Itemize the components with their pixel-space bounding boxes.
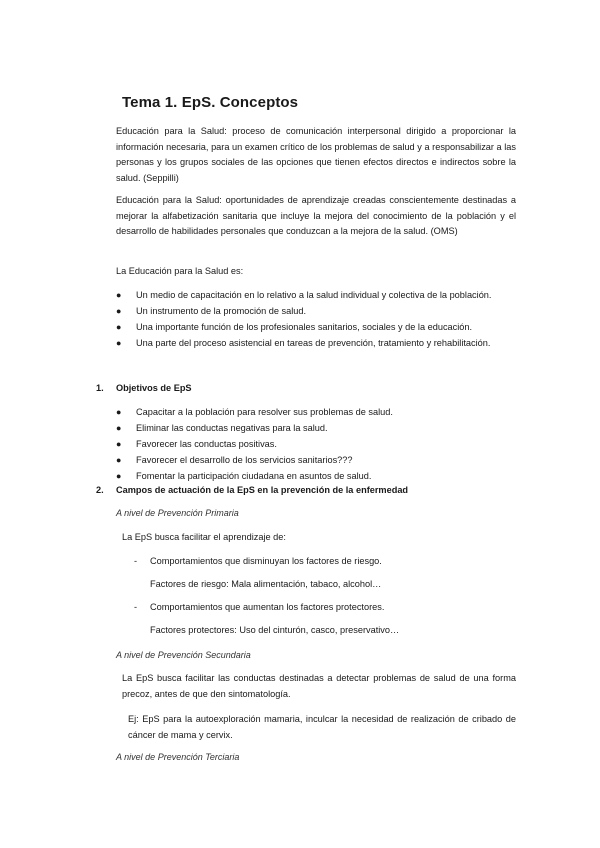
bullet-icon: ● [116,290,122,300]
bullet-icon: ● [116,455,122,465]
page-title: Tema 1. EpS. Conceptos [122,94,299,111]
primaria-item-protectores: - Comportamientos que aumentan los factores protectores. [134,602,385,612]
bullet-icon: ● [116,306,122,316]
list-item: ● Eliminar las conductas negativas para la salud. [116,421,516,437]
bullet-icon: ● [116,471,122,481]
eps-intro: La Educación para la Salud es: [116,266,244,276]
bullet-icon: ● [116,439,122,449]
definition-seppilli: Educación para la Salud: proceso de comunicación interpersonal dirigido a proporcionar la información necesaria, para un examen crítico de los problemas de salud y a responsabilizar a las personas y los grupos sociales de las opciones que tienen efectos directos e indirectos sobre la salud. (Seppilli) [116,126,516,183]
list-item: ● Una parte del proceso asistencial en tareas de prevención, tratamiento y rehabilitación. [116,336,516,352]
eps-definition-list [116,288,516,352]
primaria-item-riesgo: - Comportamientos que disminuyan los factores de riesgo. [134,556,382,566]
list-item: ● Fomentar la participación ciudadana en asuntos de salud. [116,469,516,485]
subheading-secundaria: A nivel de Prevención Secundaria [116,650,251,660]
list-item: ● Capacitar a la población para resolver sus problemas de salud. [116,405,516,421]
list-item: ● Favorecer el desarrollo de los servicios sanitarios??? [116,453,516,469]
list-item: ● Una importante función de los profesionales sanitarios, sociales y de la educación. [116,320,516,336]
definition-oms: Educación para la Salud: oportunidades de aprendizaje creadas conscientemente destinadas a mejorar la alfabetización sanitaria que incluye la mejora del conocimiento de la población y el desarrollo de habilidades personales que conduzcan a la mejora de la salud. (OMS) [116,195,516,236]
section-heading-campos: 2. Campos de actuación de la EpS en la prevención de la enfermedad [96,485,409,495]
subheading-primaria: A nivel de Prevención Primaria [116,508,239,518]
list-item: ● Un instrumento de la promoción de salud. [116,304,516,320]
section-heading-objetivos: 1. Objetivos de EpS [96,383,192,393]
bullet-icon: ● [116,407,122,417]
bullet-icon: ● [116,423,122,433]
list-item: ● Un medio de capacitación en lo relativo a la salud individual y colectiva de la población. [116,288,516,304]
primaria-intro: La EpS busca facilitar el aprendizaje de: [122,532,286,542]
primaria-protectores-detail: Factores protectores: Uso del cinturón, casco, preservativo… [150,625,400,635]
objetivos-list [116,405,516,485]
bullet-icon: ● [116,322,122,332]
subheading-terciaria: A nivel de Prevención Terciaria [116,752,240,762]
list-item: ● Favorecer las conductas positivas. [116,437,516,453]
primaria-riesgo-detail: Factores de riesgo: Mala alimentación, tabaco, alcohol… [150,579,382,589]
bullet-icon: ● [116,338,122,348]
secundaria-text: La EpS busca facilitar las conductas destinadas a detectar problemas de salud de una forma precoz, antes de que den sintomatología. [122,673,516,699]
secundaria-example: Ej: EpS para la autoexploración mamaria, inculcar la necesidad de realización de cribado de cáncer de mama y cervix. [128,714,516,740]
